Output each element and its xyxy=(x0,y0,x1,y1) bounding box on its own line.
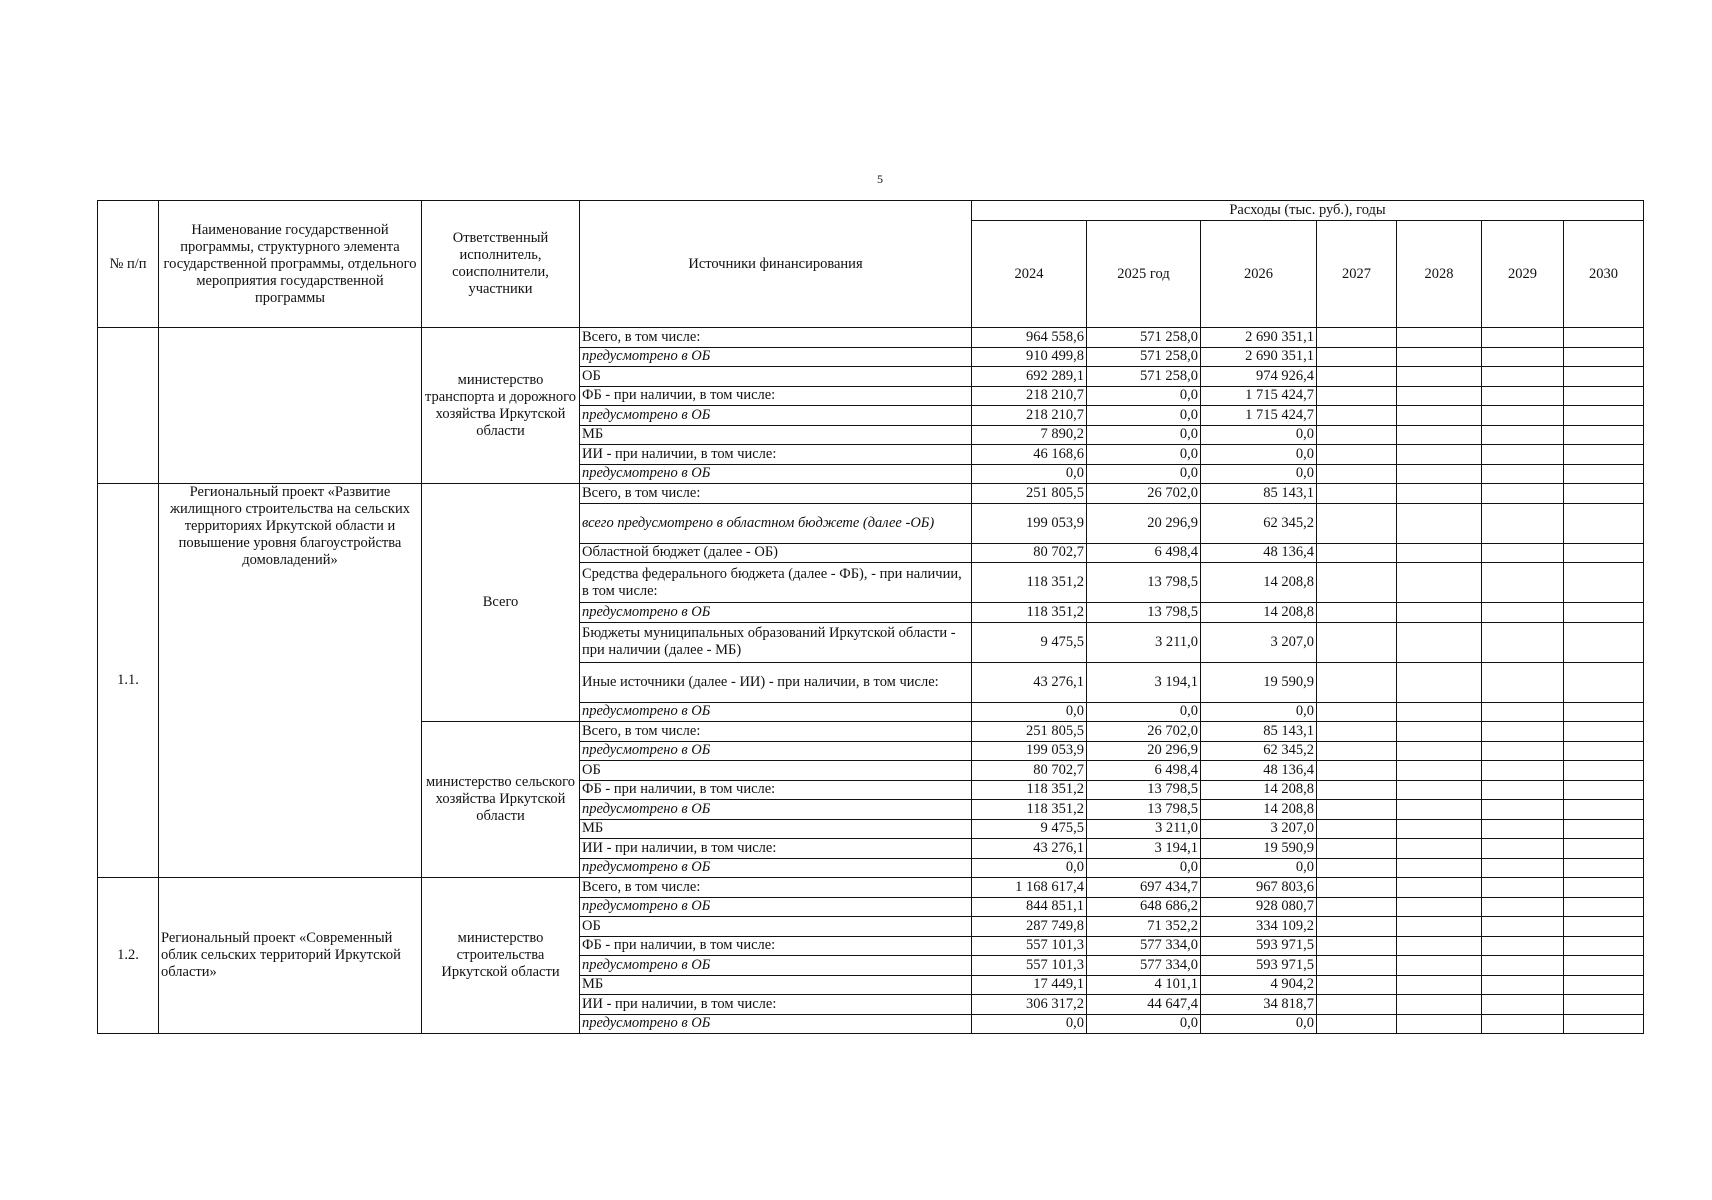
empty-cell xyxy=(1482,780,1564,800)
value-cell: 928 080,7 xyxy=(1201,897,1317,917)
empty-cell xyxy=(1397,328,1482,348)
table-row xyxy=(98,484,1644,504)
header-program-name: Наименование государственной программы, структурного элемента государственной программы, отдельного мероприятия государственной программы xyxy=(159,201,422,328)
empty-cell xyxy=(1397,484,1482,504)
source-cell: Бюджеты муниципальных образований Иркутской области - при наличии (далее - МБ) xyxy=(580,622,972,662)
source-cell: предусмотрено в ОБ xyxy=(580,741,972,761)
value-cell: 251 805,5 xyxy=(972,722,1087,742)
value-cell: 14 208,8 xyxy=(1201,800,1317,820)
empty-cell xyxy=(1397,702,1482,722)
empty-cell xyxy=(1564,839,1644,859)
empty-cell xyxy=(1397,956,1482,976)
value-cell: 9 475,5 xyxy=(972,819,1087,839)
empty-cell xyxy=(1564,445,1644,465)
empty-cell xyxy=(1317,761,1397,781)
empty-cell xyxy=(1564,328,1644,348)
budget-table xyxy=(97,200,1644,1034)
value-cell: 199 053,9 xyxy=(972,741,1087,761)
empty-cell xyxy=(1317,386,1397,406)
value-cell: 910 499,8 xyxy=(972,347,1087,367)
empty-cell xyxy=(1564,425,1644,445)
empty-cell xyxy=(1482,347,1564,367)
value-cell: 0,0 xyxy=(1087,702,1201,722)
value-cell: 1 715 424,7 xyxy=(1201,406,1317,426)
empty-cell xyxy=(1317,878,1397,898)
empty-cell xyxy=(1397,445,1482,465)
empty-cell xyxy=(1397,761,1482,781)
source-cell: предусмотрено в ОБ xyxy=(580,1014,972,1034)
empty-cell xyxy=(1564,780,1644,800)
empty-cell xyxy=(1564,956,1644,976)
value-cell: 0,0 xyxy=(1201,858,1317,878)
executor-total: Всего xyxy=(422,484,580,722)
empty-cell xyxy=(1317,347,1397,367)
value-cell: 13 798,5 xyxy=(1087,780,1201,800)
empty-cell xyxy=(1482,800,1564,820)
empty-cell xyxy=(1482,662,1564,702)
source-cell: Средства федерального бюджета (далее - ФБ), - при наличии, в том числе: xyxy=(580,563,972,603)
empty-cell xyxy=(1564,503,1644,543)
header-executor: Ответственный исполнитель, соисполнители, участники xyxy=(422,201,580,328)
header-year-2028: 2028 xyxy=(1397,221,1482,328)
value-cell: 26 702,0 xyxy=(1087,722,1201,742)
header-year-2025: 2025 год xyxy=(1087,221,1201,328)
value-cell: 85 143,1 xyxy=(1201,484,1317,504)
value-cell: 577 334,0 xyxy=(1087,956,1201,976)
value-cell: 43 276,1 xyxy=(972,839,1087,859)
empty-cell xyxy=(1317,563,1397,603)
empty-cell xyxy=(1397,917,1482,937)
empty-cell xyxy=(1397,858,1482,878)
empty-cell xyxy=(1317,662,1397,702)
empty-cell xyxy=(1564,975,1644,995)
value-cell: 0,0 xyxy=(1087,858,1201,878)
header-expenses: Расходы (тыс. руб.), годы xyxy=(972,201,1644,221)
value-cell: 334 109,2 xyxy=(1201,917,1317,937)
value-cell: 0,0 xyxy=(972,702,1087,722)
empty-cell xyxy=(1397,425,1482,445)
empty-cell xyxy=(1482,603,1564,623)
empty-cell xyxy=(1482,761,1564,781)
value-cell: 251 805,5 xyxy=(972,484,1087,504)
source-cell: МБ xyxy=(580,425,972,445)
value-cell: 71 352,2 xyxy=(1087,917,1201,937)
value-cell: 4 904,2 xyxy=(1201,975,1317,995)
empty-cell xyxy=(1317,406,1397,426)
empty-cell xyxy=(1317,603,1397,623)
empty-cell xyxy=(1482,328,1564,348)
source-cell: Всего, в том числе: xyxy=(580,878,972,898)
value-cell: 593 971,5 xyxy=(1201,936,1317,956)
value-cell: 6 498,4 xyxy=(1087,761,1201,781)
empty-cell xyxy=(1482,445,1564,465)
empty-cell xyxy=(1482,503,1564,543)
empty-cell xyxy=(1397,406,1482,426)
source-cell: ИИ - при наличии, в том числе: xyxy=(580,995,972,1015)
empty-cell xyxy=(1564,858,1644,878)
value-cell: 13 798,5 xyxy=(1087,603,1201,623)
empty-cell xyxy=(1482,622,1564,662)
value-cell: 0,0 xyxy=(972,1014,1087,1034)
program-name-1-2: Региональный проект «Современный облик сельских территорий Иркутской области» xyxy=(159,878,422,1034)
value-cell: 218 210,7 xyxy=(972,386,1087,406)
empty-cell xyxy=(1564,662,1644,702)
value-cell: 557 101,3 xyxy=(972,956,1087,976)
value-cell: 3 211,0 xyxy=(1087,622,1201,662)
empty-cell xyxy=(1317,1014,1397,1034)
empty-cell xyxy=(1564,484,1644,504)
header-num: № п/п xyxy=(98,201,159,328)
value-cell: 199 053,9 xyxy=(972,503,1087,543)
value-cell: 692 289,1 xyxy=(972,367,1087,387)
source-cell: предусмотрено в ОБ xyxy=(580,858,972,878)
source-cell: Всего, в том числе: xyxy=(580,328,972,348)
empty-cell xyxy=(1564,741,1644,761)
empty-cell xyxy=(1397,878,1482,898)
empty-cell xyxy=(1482,464,1564,484)
header-year-2029: 2029 xyxy=(1482,221,1564,328)
value-cell: 974 926,4 xyxy=(1201,367,1317,387)
empty-cell xyxy=(1564,543,1644,563)
value-cell: 4 101,1 xyxy=(1087,975,1201,995)
value-cell: 0,0 xyxy=(1201,1014,1317,1034)
empty-cell xyxy=(1317,839,1397,859)
empty-cell xyxy=(1482,936,1564,956)
empty-cell xyxy=(1317,956,1397,976)
value-cell: 19 590,9 xyxy=(1201,839,1317,859)
source-cell: всего предусмотрено в областном бюджете (далее -ОБ) xyxy=(580,503,972,543)
value-cell: 48 136,4 xyxy=(1201,761,1317,781)
value-cell: 14 208,8 xyxy=(1201,780,1317,800)
empty-cell xyxy=(1482,702,1564,722)
empty-cell xyxy=(1317,722,1397,742)
executor-transport: министерство транспорта и дорожного хозяйства Иркутской области xyxy=(422,328,580,484)
empty-cell xyxy=(1397,897,1482,917)
empty-cell xyxy=(1397,995,1482,1015)
source-cell: предусмотрено в ОБ xyxy=(580,603,972,623)
empty-cell xyxy=(1564,819,1644,839)
source-cell: предусмотрено в ОБ xyxy=(580,800,972,820)
value-cell: 0,0 xyxy=(972,858,1087,878)
empty-cell xyxy=(1397,386,1482,406)
value-cell: 571 258,0 xyxy=(1087,347,1201,367)
empty-cell xyxy=(1397,563,1482,603)
value-cell: 20 296,9 xyxy=(1087,503,1201,543)
program-name-cell xyxy=(159,328,422,484)
empty-cell xyxy=(1397,936,1482,956)
table-row xyxy=(98,328,1644,348)
value-cell: 0,0 xyxy=(1087,425,1201,445)
value-cell: 0,0 xyxy=(1201,425,1317,445)
empty-cell xyxy=(1317,464,1397,484)
header-year-2026: 2026 xyxy=(1201,221,1317,328)
empty-cell xyxy=(1397,800,1482,820)
value-cell: 0,0 xyxy=(1087,1014,1201,1034)
value-cell: 7 890,2 xyxy=(972,425,1087,445)
value-cell: 85 143,1 xyxy=(1201,722,1317,742)
value-cell: 46 168,6 xyxy=(972,445,1087,465)
empty-cell xyxy=(1317,780,1397,800)
empty-cell xyxy=(1564,406,1644,426)
empty-cell xyxy=(1397,741,1482,761)
empty-cell xyxy=(1317,328,1397,348)
source-cell: ОБ xyxy=(580,367,972,387)
value-cell: 43 276,1 xyxy=(972,662,1087,702)
empty-cell xyxy=(1564,702,1644,722)
empty-cell xyxy=(1482,956,1564,976)
value-cell: 80 702,7 xyxy=(972,761,1087,781)
empty-cell xyxy=(1397,543,1482,563)
value-cell: 1 715 424,7 xyxy=(1201,386,1317,406)
empty-cell xyxy=(1397,347,1482,367)
source-cell: предусмотрено в ОБ xyxy=(580,956,972,976)
value-cell: 13 798,5 xyxy=(1087,563,1201,603)
empty-cell xyxy=(1564,878,1644,898)
value-cell: 3 207,0 xyxy=(1201,622,1317,662)
value-cell: 306 317,2 xyxy=(972,995,1087,1015)
value-cell: 6 498,4 xyxy=(1087,543,1201,563)
value-cell: 118 351,2 xyxy=(972,800,1087,820)
table-row xyxy=(98,878,1644,898)
empty-cell xyxy=(1317,995,1397,1015)
header-sources: Источники финансирования xyxy=(580,201,972,328)
empty-cell xyxy=(1317,858,1397,878)
empty-cell xyxy=(1564,1014,1644,1034)
source-cell: ФБ - при наличии, в том числе: xyxy=(580,386,972,406)
empty-cell xyxy=(1317,425,1397,445)
value-cell: 3 207,0 xyxy=(1201,819,1317,839)
value-cell: 9 475,5 xyxy=(972,622,1087,662)
value-cell: 648 686,2 xyxy=(1087,897,1201,917)
value-cell: 3 211,0 xyxy=(1087,819,1201,839)
page-number: 5 xyxy=(877,172,883,186)
empty-cell xyxy=(1482,995,1564,1015)
empty-cell xyxy=(1564,761,1644,781)
value-cell: 0,0 xyxy=(1087,445,1201,465)
empty-cell xyxy=(1564,563,1644,603)
empty-cell xyxy=(1397,1014,1482,1034)
row-number-cell xyxy=(98,328,159,484)
empty-cell xyxy=(1564,622,1644,662)
empty-cell xyxy=(1482,897,1564,917)
value-cell: 697 434,7 xyxy=(1087,878,1201,898)
source-cell: ФБ - при наличии, в том числе: xyxy=(580,780,972,800)
program-name-1-1: Региональный проект «Развитие жилищного строительства на сельских территориях Иркутской области и повышение уровня благоустройства домовладений» xyxy=(159,484,422,878)
empty-cell xyxy=(1482,1014,1564,1034)
empty-cell xyxy=(1482,406,1564,426)
value-cell: 0,0 xyxy=(1201,464,1317,484)
empty-cell xyxy=(1564,603,1644,623)
empty-cell xyxy=(1317,819,1397,839)
empty-cell xyxy=(1564,386,1644,406)
empty-cell xyxy=(1397,722,1482,742)
empty-cell xyxy=(1564,917,1644,937)
empty-cell xyxy=(1317,622,1397,662)
row-number-1-2: 1.2. xyxy=(98,878,159,1034)
empty-cell xyxy=(1317,702,1397,722)
empty-cell xyxy=(1397,780,1482,800)
empty-cell xyxy=(1482,425,1564,445)
empty-cell xyxy=(1482,722,1564,742)
value-cell: 17 449,1 xyxy=(972,975,1087,995)
empty-cell xyxy=(1397,839,1482,859)
value-cell: 19 590,9 xyxy=(1201,662,1317,702)
value-cell: 20 296,9 xyxy=(1087,741,1201,761)
executor-construction: министерство строительства Иркутской области xyxy=(422,878,580,1034)
empty-cell xyxy=(1482,367,1564,387)
empty-cell xyxy=(1564,347,1644,367)
executor-agriculture: министерство сельского хозяйства Иркутской области xyxy=(422,722,580,878)
value-cell: 118 351,2 xyxy=(972,563,1087,603)
source-cell: ФБ - при наличии, в том числе: xyxy=(580,936,972,956)
header-year-2024: 2024 xyxy=(972,221,1087,328)
value-cell: 44 647,4 xyxy=(1087,995,1201,1015)
empty-cell xyxy=(1482,975,1564,995)
empty-cell xyxy=(1317,484,1397,504)
empty-cell xyxy=(1482,563,1564,603)
source-cell: ИИ - при наличии, в том числе: xyxy=(580,839,972,859)
empty-cell xyxy=(1482,484,1564,504)
value-cell: 26 702,0 xyxy=(1087,484,1201,504)
value-cell: 844 851,1 xyxy=(972,897,1087,917)
value-cell: 13 798,5 xyxy=(1087,800,1201,820)
source-cell: предусмотрено в ОБ xyxy=(580,897,972,917)
value-cell: 571 258,0 xyxy=(1087,328,1201,348)
header-year-2027: 2027 xyxy=(1317,221,1397,328)
empty-cell xyxy=(1317,543,1397,563)
value-cell: 593 971,5 xyxy=(1201,956,1317,976)
empty-cell xyxy=(1564,367,1644,387)
empty-cell xyxy=(1482,543,1564,563)
value-cell: 0,0 xyxy=(1087,464,1201,484)
empty-cell xyxy=(1317,975,1397,995)
source-cell: ОБ xyxy=(580,761,972,781)
value-cell: 1 168 617,4 xyxy=(972,878,1087,898)
empty-cell xyxy=(1397,662,1482,702)
source-cell: предусмотрено в ОБ xyxy=(580,702,972,722)
empty-cell xyxy=(1397,975,1482,995)
value-cell: 48 136,4 xyxy=(1201,543,1317,563)
empty-cell xyxy=(1482,858,1564,878)
value-cell: 14 208,8 xyxy=(1201,603,1317,623)
empty-cell xyxy=(1397,603,1482,623)
empty-cell xyxy=(1317,897,1397,917)
source-cell: предусмотрено в ОБ xyxy=(580,347,972,367)
value-cell: 0,0 xyxy=(1087,386,1201,406)
empty-cell xyxy=(1317,445,1397,465)
empty-cell xyxy=(1482,839,1564,859)
value-cell: 0,0 xyxy=(1201,445,1317,465)
value-cell: 2 690 351,1 xyxy=(1201,328,1317,348)
empty-cell xyxy=(1317,800,1397,820)
value-cell: 14 208,8 xyxy=(1201,563,1317,603)
empty-cell xyxy=(1564,936,1644,956)
value-cell: 287 749,8 xyxy=(972,917,1087,937)
source-cell: ОБ xyxy=(580,917,972,937)
empty-cell xyxy=(1317,741,1397,761)
value-cell: 62 345,2 xyxy=(1201,503,1317,543)
source-cell: Областной бюджет (далее - ОБ) xyxy=(580,543,972,563)
empty-cell xyxy=(1317,917,1397,937)
table-header xyxy=(98,201,1644,328)
empty-cell xyxy=(1564,897,1644,917)
header-year-2030: 2030 xyxy=(1564,221,1644,328)
value-cell: 80 702,7 xyxy=(972,543,1087,563)
empty-cell xyxy=(1397,464,1482,484)
source-cell: МБ xyxy=(580,819,972,839)
empty-cell xyxy=(1482,386,1564,406)
source-cell: предусмотрено в ОБ xyxy=(580,464,972,484)
empty-cell xyxy=(1317,936,1397,956)
empty-cell xyxy=(1482,819,1564,839)
empty-cell xyxy=(1397,503,1482,543)
empty-cell xyxy=(1482,917,1564,937)
value-cell: 3 194,1 xyxy=(1087,662,1201,702)
source-cell: предусмотрено в ОБ xyxy=(580,406,972,426)
empty-cell xyxy=(1564,995,1644,1015)
value-cell: 0,0 xyxy=(1087,406,1201,426)
empty-cell xyxy=(1482,878,1564,898)
source-cell: Иные источники (далее - ИИ) - при наличии, в том числе: xyxy=(580,662,972,702)
empty-cell xyxy=(1564,464,1644,484)
value-cell: 118 351,2 xyxy=(972,603,1087,623)
value-cell: 964 558,6 xyxy=(972,328,1087,348)
value-cell: 557 101,3 xyxy=(972,936,1087,956)
empty-cell xyxy=(1317,367,1397,387)
source-cell: ИИ - при наличии, в том числе: xyxy=(580,445,972,465)
source-cell: Всего, в том числе: xyxy=(580,722,972,742)
value-cell: 118 351,2 xyxy=(972,780,1087,800)
value-cell: 3 194,1 xyxy=(1087,839,1201,859)
value-cell: 2 690 351,1 xyxy=(1201,347,1317,367)
value-cell: 0,0 xyxy=(1201,702,1317,722)
value-cell: 577 334,0 xyxy=(1087,936,1201,956)
empty-cell xyxy=(1317,503,1397,543)
value-cell: 967 803,6 xyxy=(1201,878,1317,898)
value-cell: 62 345,2 xyxy=(1201,741,1317,761)
value-cell: 34 818,7 xyxy=(1201,995,1317,1015)
value-cell: 0,0 xyxy=(972,464,1087,484)
empty-cell xyxy=(1397,622,1482,662)
row-number-1-1: 1.1. xyxy=(98,484,159,878)
empty-cell xyxy=(1564,722,1644,742)
empty-cell xyxy=(1564,800,1644,820)
empty-cell xyxy=(1397,819,1482,839)
empty-cell xyxy=(1397,367,1482,387)
value-cell: 218 210,7 xyxy=(972,406,1087,426)
source-cell: МБ xyxy=(580,975,972,995)
source-cell: Всего, в том числе: xyxy=(580,484,972,504)
empty-cell xyxy=(1482,741,1564,761)
value-cell: 571 258,0 xyxy=(1087,367,1201,387)
